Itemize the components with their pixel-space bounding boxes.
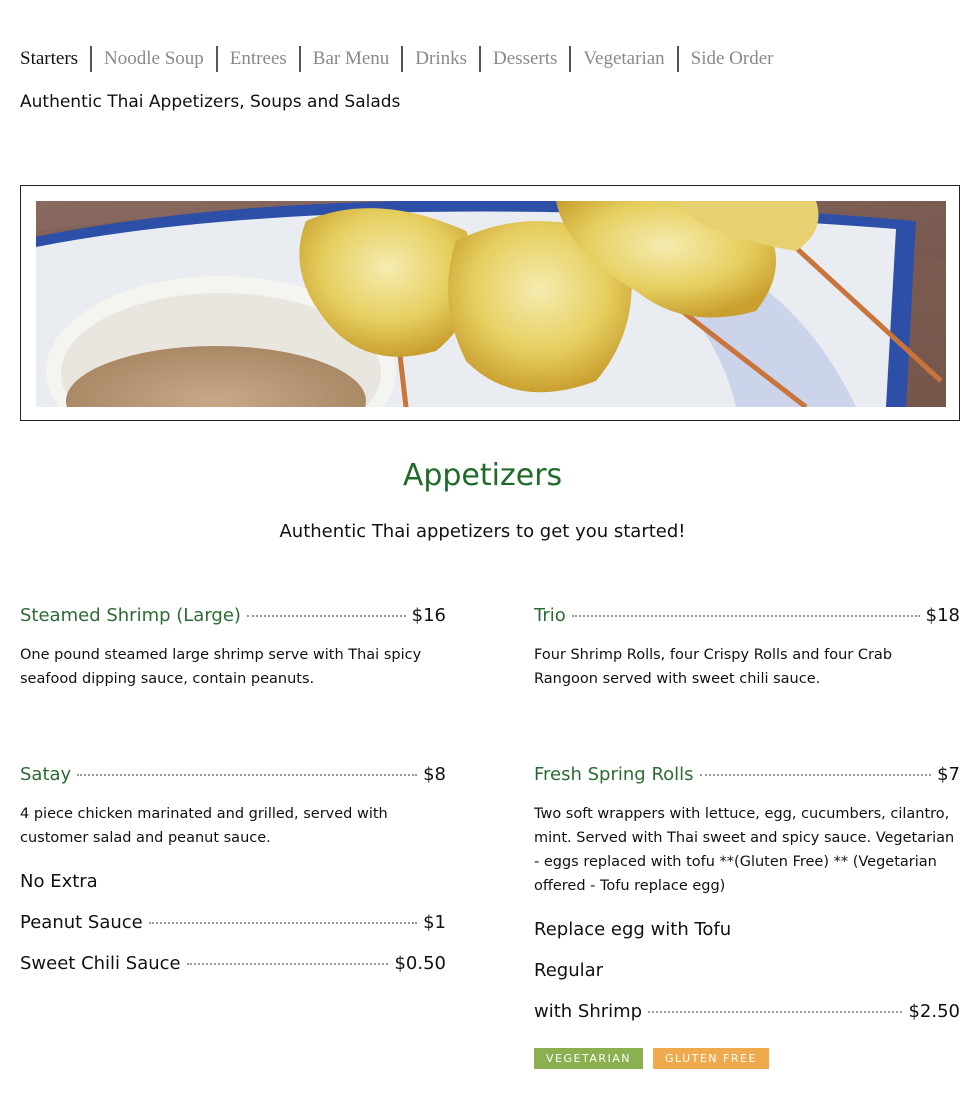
- tab-entrees[interactable]: Entrees: [216, 46, 299, 72]
- dot-leader: [187, 963, 389, 965]
- item-description: One pound steamed large shrimp serve with Thai spicy seafood dipping sauce, contain peanuts.: [20, 647, 422, 687]
- tab-drinks[interactable]: Drinks: [401, 46, 479, 72]
- option-price: $0.50: [394, 953, 446, 974]
- dot-leader: [700, 774, 932, 776]
- tab-bar-menu[interactable]: Bar Menu: [299, 46, 402, 72]
- dietary-badges: [534, 1048, 769, 1069]
- item-name: Steamed Shrimp (Large): [20, 605, 241, 626]
- option-price: $1: [423, 912, 446, 933]
- category-tabs: [20, 46, 786, 72]
- menu-subtitle: Authentic Thai Appetizers, Soups and Salads: [20, 92, 401, 112]
- dot-leader: [572, 615, 920, 617]
- option-label: Peanut Sauce: [20, 912, 143, 933]
- item-description: Two soft wrappers with lettuce, egg, cucumbers, cilantro, mint. Served with Thai sweet and spicy sauce. Vegetarian - eggs replaced with tofu **(Gluten Free) ** (Vegetarian offered - Tofu replace egg): [534, 806, 955, 894]
- option-row-peanut-sauce: [20, 912, 446, 933]
- option-row-sweet-chili-sauce: [20, 953, 446, 974]
- spring-roll-option-title: Replace egg with Tofu: [534, 919, 732, 940]
- menu-item-satay: [20, 764, 446, 850]
- tab-side-order[interactable]: Side Order: [677, 46, 786, 72]
- section-title: Appetizers: [402, 458, 563, 493]
- item-price: $7: [937, 764, 960, 785]
- option-row-with-shrimp: [534, 1001, 960, 1022]
- dot-leader: [77, 774, 417, 776]
- item-price: $16: [411, 605, 446, 626]
- banner-frame: [20, 185, 960, 421]
- tab-desserts[interactable]: Desserts: [479, 46, 569, 72]
- menu-item-trio: [534, 605, 960, 691]
- tab-vegetarian[interactable]: Vegetarian: [569, 46, 676, 72]
- tab-starters[interactable]: Starters: [20, 48, 79, 69]
- tab-noodle-soup[interactable]: Noodle Soup: [90, 46, 216, 72]
- menu-item-fresh-spring-rolls: [534, 764, 960, 898]
- item-name: Satay: [20, 764, 72, 785]
- item-name: Fresh Spring Rolls: [534, 764, 694, 785]
- section-description: Authentic Thai appetizers to get you started!: [279, 521, 686, 542]
- dot-leader: [149, 922, 417, 924]
- vegetarian-badge: VEGETARIAN: [534, 1048, 643, 1069]
- item-description: Four Shrimp Rolls, four Crispy Rolls and four Crab Rangoon served with sweet chili sauce.: [534, 647, 893, 687]
- satay-option-title: No Extra: [20, 871, 98, 892]
- menu-item-steamed-shrimp: [20, 605, 446, 691]
- gluten-free-badge: GLUTEN FREE: [653, 1048, 769, 1069]
- item-name: Trio: [534, 605, 566, 626]
- option-price: $2.50: [908, 1001, 960, 1022]
- item-description: 4 piece chicken marinated and grilled, served with customer salad and peanut sauce.: [20, 806, 388, 846]
- dot-leader: [247, 615, 406, 617]
- spring-roll-option-regular: Regular: [534, 960, 604, 981]
- option-label: Sweet Chili Sauce: [20, 953, 181, 974]
- option-label: with Shrimp: [534, 1001, 643, 1022]
- item-price: $8: [423, 764, 446, 785]
- satay-photo: [36, 201, 946, 407]
- item-price: $18: [925, 605, 960, 626]
- dot-leader: [648, 1011, 902, 1013]
